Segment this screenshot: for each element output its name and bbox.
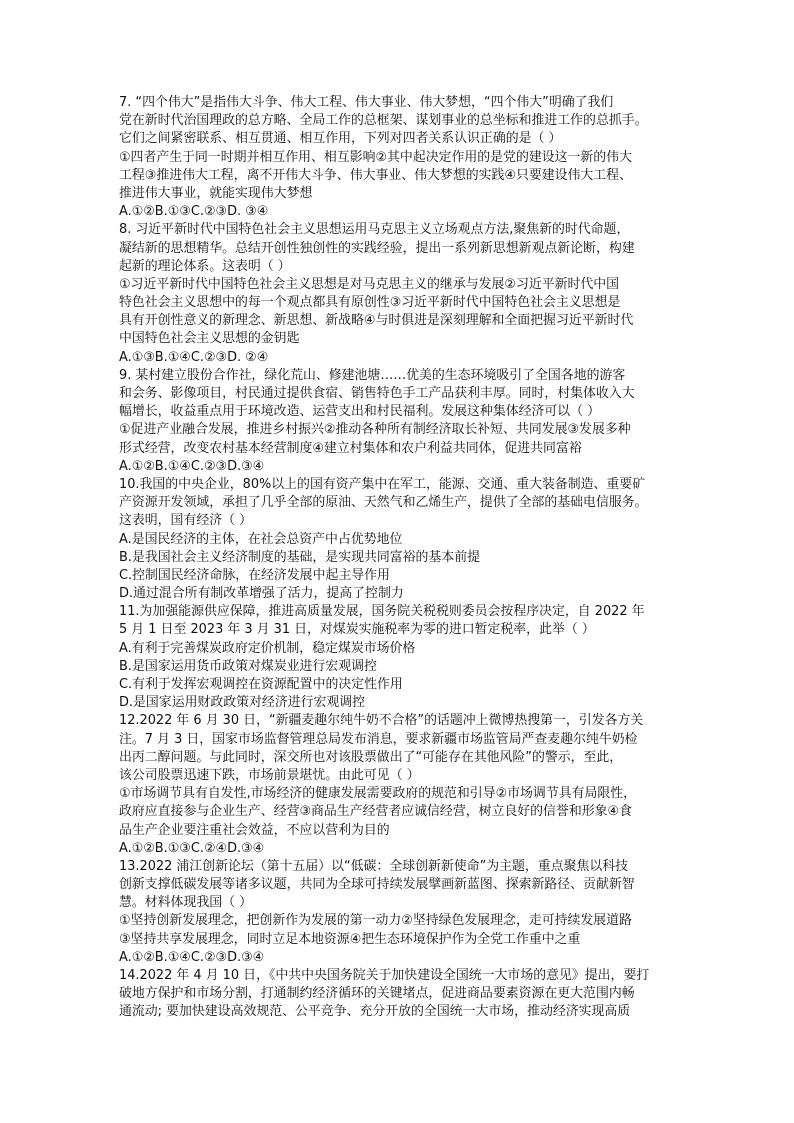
text-line: 破地方保护和市场分割，打通制约经济循环的关键堵点，促进商品要素资源在更大范围内畅 — [119, 986, 635, 1002]
text-line: A.①②B.①③C.②④D.③④ — [119, 840, 265, 856]
text-line: 这表明，国有经济（ ） — [119, 513, 253, 529]
text-line: 12.2022 年 6 月 30 日，“新疆麦趣尔纯牛奶不合格”的话题冲上微博热搜第一，引发各方关 — [119, 713, 644, 729]
text-line: 党在新时代治国理政的总方略、全局工作的总框架、谋划事业的总坐标和推进工作的总抓手。 — [119, 113, 648, 129]
text-line: 创新支撑低碳发展等诸多议题，共同为全球可持续发展擘画新蓝图、探索新路径、贡献新智 — [119, 877, 635, 893]
document-page — [119, 94, 679, 1022]
text-line: 注。7 月 3 日，国家市场监督管理总局发布消息，要求新疆市场监管局严查麦趣尔纯牛奶检 — [119, 731, 638, 747]
text-line: ③坚持共享发展理念，同时立足本地资源④把生态环境保护作为全党工作重中之重 — [119, 931, 581, 947]
text-line: 8. 习近平新时代中国特色社会主义思想运用马克思主义立场观点方法,聚焦新的时代命题， — [119, 222, 630, 238]
text-line: 形式经营，改变农村基本经营制度④建立村集体和农户利益共同体，促进共同富裕 — [119, 440, 582, 456]
text-line: 政府应直接参与企业生产、经营③商品生产经营者应诚信经营，树立良好的信誉和形象④食 — [119, 804, 632, 820]
text-line: 中国特色社会主义思想的金钥匙 — [119, 331, 300, 347]
text-line: 11.为加强能源供应保障，推进高质量发展，国务院关税税则委员会按程序决定，自 2022 年 — [119, 604, 645, 620]
text-line: A.是国民经济的主体，在社会总资产中占优势地位 — [119, 531, 403, 547]
text-line: 产资源开发领域，承担了几乎全部的原油、天然气和乙烯生产，提供了全部的基础电信服务。 — [119, 495, 648, 511]
text-line: D.是国家运用财政政策对经济进行宏观调控 — [119, 695, 366, 711]
text-line: 7. “四个伟大”是指伟大斗争、伟大工程、伟大事业、伟大梦想，“四个伟大”明确了我们 — [119, 95, 614, 110]
text-line: 出丙二醇问题。与此同时，深交所也对该股票做出了“可能存在其他风险”的警示，至此， — [119, 749, 623, 765]
text-line: 通流动; 要加快建设高效规范、公平竞争、充分开放的全国统一大市场，推动经济实现高质 — [119, 1004, 631, 1020]
text-line: B.是我国社会主义经济制度的基础，是实现共同富裕的基本前提 — [119, 549, 480, 565]
text-line: 慧。材料体现我国（ ） — [119, 895, 253, 911]
text-line: B.是国家运用货币政策对煤炭业进行宏观调控 — [119, 658, 377, 674]
text-line: A.①②B.①④C.②③D.③④ — [119, 458, 265, 474]
text-line: D.通过混合所有制改革增强了活力，提高了控制力 — [119, 586, 404, 602]
text-line: 起新的理论体系。这表明（ ） — [119, 258, 291, 274]
text-line: A.①②B.①③C.②③D. ③④ — [119, 204, 269, 220]
text-line: A.有利于完善煤炭政府定价机制，稳定煤炭市场价格 — [119, 640, 416, 656]
text-line: 5 月 1 日至 2023 年 3 月 31 日，对煤炭实施税率为零的进口暂定税率，此举（ ） — [119, 622, 595, 638]
text-line: 工程③推进伟大工程，离不开伟大斗争、伟大事业、伟大梦想的实践④只要建设伟大工程、 — [119, 167, 632, 183]
text-line: 该公司股票迅速下跌，市场前景堪忧。由此可见（ ） — [119, 767, 420, 783]
text-line: ①坚持创新发展理念，把创新作为发展的第一动力②坚持绿色发展理念，走可持续发展道路 — [119, 913, 632, 929]
text-line: ①促进产业融合发展，推进乡村振兴②推动各种所有制经济取长补短、共同发展③发展多种 — [119, 422, 631, 438]
text-line: 品生产企业要注重社会效益，不应以营利为目的 — [119, 822, 390, 838]
text-line: 推进伟大事业，就能实现伟大梦想 — [119, 185, 313, 201]
text-line: ①四者产生于同一时期并相互作用、相互影响②其中起决定作用的是党的建设这一新的伟大 — [119, 149, 632, 165]
text-line: ①习近平新时代中国特色社会主义思想是对马克思主义的继承与发展②习近平新时代中国 — [119, 276, 620, 292]
text-line: 和会务、影像项目，村民通过提供食宿、销售特色手工产品获利丰厚。同时，村集体收入大 — [119, 386, 635, 401]
text-line: 9. 某村建立股份合作社，绿化荒山、修建池塘……优美的生态环境吸引了全国各地的游客 — [119, 367, 626, 383]
text-line: A.①②B.①④C.②③D.③④ — [119, 949, 265, 965]
text-line: 特色社会主义思想中的每一个观点都具有原创性③习近平新时代中国特色社会主义思想是 — [119, 295, 621, 311]
text-line: 13.2022 浦江创新论坛（第十五届）以“低碳：全球创新新使命”为主题，重点聚焦以科技 — [119, 858, 629, 874]
text-line: 10.我国的中央企业，80%以上的国有资产集中在军工，能源、交通、重大装备制造、重要矿 — [119, 476, 646, 492]
text-line: 凝结新的思想精华。总结开创性独创性的实践经验，提出一系列新思想新观点新论断，构建 — [119, 240, 635, 256]
text-line: C.有利于发挥宏观调控在资源配置中的决定性作用 — [119, 677, 403, 692]
text-line: A.①③B.①④C.②③D. ②④ — [119, 349, 269, 365]
text-line: C.控制国民经济命脉，在经济发展中起主导作用 — [119, 567, 390, 583]
text-line: 幅增长，收益重点用于环境改造、运营支出和村民福利。发展这种集体经济可以（ ） — [119, 404, 601, 420]
text-line: ①市场调节具有自发性,市场经济的健康发展需要政府的规范和引导②市场调节具有局限性， — [119, 786, 637, 802]
text-line: 它们之间紧密联系、相互贯通、相互作用，下列对四者关系认识正确的是（ ） — [119, 131, 562, 147]
text-line: 14.2022 年 4 月 10 日，《中共中央国务院关于加快建设全国统一大市场的意见》提出，要打 — [119, 968, 650, 983]
text-line: 具有开创性意义的新理念、新思想、新战略④与时俱进是深刻理解和全面把握习近平新时代 — [119, 313, 634, 329]
